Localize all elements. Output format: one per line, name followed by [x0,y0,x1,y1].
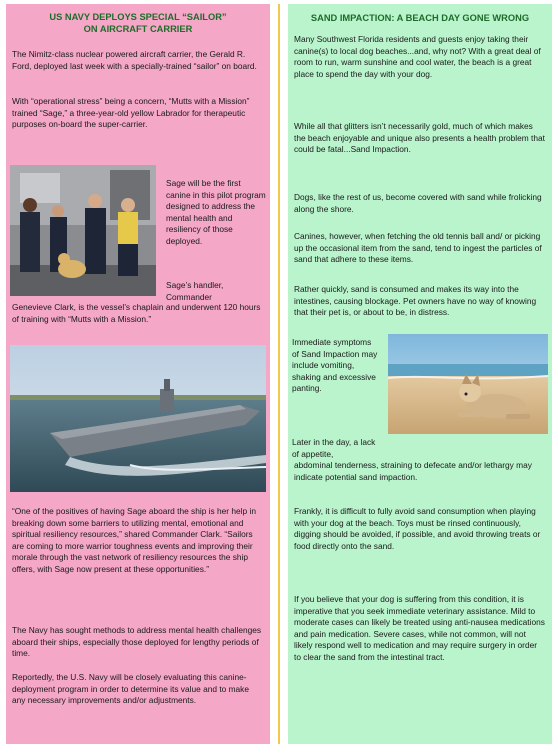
sailors-with-dog-photo [10,165,156,296]
navy-article [6,4,270,744]
navy-article-title [12,4,264,35]
sand-article-title: SAND IMPACTION: A BEACH DAY GONE WRONG [310,13,530,23]
navy-paragraph-4b: Genevieve Clark, is the vessel’s chaplain and underwent 120 hours of training with “Mutts with a Mission.” [12,302,261,324]
navy-paragraph-2: With “operational stress” being a concern, “Mutts with a Mission” trained “Sage,” a three-year-old yellow Labrador for therapeutic purposes on-board the super-carrier. [12,96,250,130]
column-divider [278,4,280,744]
aircraft-carrier-photo [10,345,266,492]
sand-paragraph-1: Many Southwest Florida residents and guests enjoy taking their canine(s) to local dog beaches...and, why not? With a great deal of room to run, warm sunshine and cool water, the beach is a great place to spend the day with your dog. [294,34,541,79]
navy-paragraph-6: The Navy has sought methods to address mental health challenges aboard their ships, especially those deployed for lengthy periods of time. [12,625,262,659]
sand-paragraph-6: Immediate symptoms of Sand Impaction may include vomiting, shaking and excessive panting. [292,337,378,394]
navy-paragraph-4a: Sage’s handler, Commander [166,280,224,302]
sand-impaction-article [288,4,552,744]
title-line-1: US NAVY DEPLOYS SPECIAL “SAILOR” [49,12,227,22]
sand-paragraph-2: While all that glitters isn’t necessarily gold, much of which makes the beach enjoyable and unique also presents a health problem that could be fatal...Sand Impaction. [294,121,545,155]
navy-paragraph-7: Reportedly, the U.S. Navy will be closely evaluating this canine-deployment program in order to determine its value and to make any necessary improvements and/or adjustments. [12,672,249,706]
sand-paragraph-8: Frankly, it is difficult to fully avoid sand consumption when playing with your dog at the beach. Toys must be rinsed continuously, digging should be avoided, if possible, and avoid throwing treats or food directly onto the sand. [294,506,541,551]
sand-paragraph-5: Rather quickly, sand is consumed and makes its way into the intestines, causing blockage. Pet owners have no way of knowing that their pet is, or about to be, in distress. [294,284,537,318]
sand-paragraph-7b: abdominal tenderness, straining to defecate and/or lethargy may indicate potential sand impaction. [294,460,532,482]
sand-paragraph-3: Dogs, like the rest of us, become covered with sand while frolicking along the shore. [294,192,542,214]
dog-on-beach-photo [388,334,548,434]
sand-paragraph-4: Canines, however, when fetching the old tennis ball and/ or picking up the occasional item from the sand, tend to ingest the particles of sand that adhere to these items. [294,231,542,265]
sand-paragraph-7a: Later in the day, a lack of appetite, [292,437,376,459]
sand-paragraph-9: If you believe that your dog is suffering from this condition, it is imperative that you seek immediate veterinary assistance. Mild to moderate cases can likely be treated using anti-nausea medications and pain medication. Severe cases, while not common, will not likely respond well to medication and may require surgery in order to clear the sand from the intestinal tract. [294,594,545,662]
navy-paragraph-1: The Nimitz-class nuclear powered aircraft carrier, the Gerald R. Ford, deployed last week with a specially-trained “sailor” on board. [12,49,257,71]
navy-paragraph-5: “One of the positives of having Sage aboard the ship is her help in breaking down some barriers to utilizing mental, emotional and spiritual resiliency resources,” shared Commander Clark. “Sailors are coming to more warrior toughness events and improving their morale through the vast network of resiliency resources the ship offers, with Sage now present at these opportunities.” [12,506,256,574]
title-line-2: ON AIRCRAFT CARRIER [83,24,193,34]
navy-paragraph-3: Sage will be the first canine in this pilot program designed to address the mental health and resiliency of those deployed. [166,178,266,246]
